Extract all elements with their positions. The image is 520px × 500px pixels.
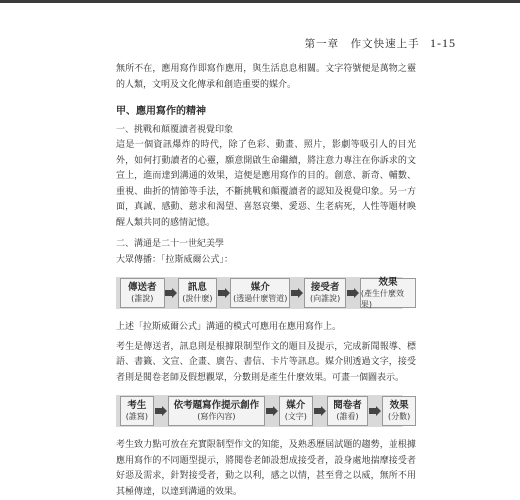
arrow-right-icon: [368, 405, 382, 417]
flow-node: [382, 396, 416, 426]
flow-node-sub: (誰寫): [125, 412, 149, 421]
flow-node: [168, 396, 265, 426]
flow-node: [304, 278, 347, 308]
paragraph-3: 考生致力點可放在充實限制型作文的知能，及熟悉歷屆試題的趨勢，並根據應用寫作的不同題型提示，將閱卷老師設想成接受者，設身處地揣摩接受者好惡及需求，針對接受者，動之以利，感之以情，甚至脅之以威，無所不用其極傳達，以達到溝通的效果。: [116, 440, 416, 497]
page-number: 1-15: [430, 36, 456, 50]
arrow-right-icon: [217, 287, 231, 299]
arrow-right-icon: [265, 405, 279, 417]
arrow-right-icon: [165, 287, 179, 299]
after-flow1-text: 上述「拉斯威爾公式」溝通的模式可應用在應用寫作上。: [116, 322, 342, 332]
exam-flow-diagram: [116, 394, 416, 428]
flow-node: [120, 396, 154, 426]
flow-node-title: 閱卷者: [333, 400, 362, 411]
arrow-right-icon: [313, 405, 327, 417]
flow-node-title: 訊息: [187, 282, 207, 293]
section-heading: 甲、應用寫作的精神: [116, 106, 206, 117]
flow-node: [120, 278, 165, 308]
page-body: [116, 62, 416, 500]
flow-node-title: 考生: [127, 400, 147, 411]
flow-node-title: 效果: [389, 400, 409, 411]
flow-node-title: 接受者: [310, 282, 340, 293]
arrow-right-icon: [346, 287, 360, 299]
subsection-1-body: 這是一個資訊爆炸的時代，除了色彩、動畫、照片，影劇等吸引人的目光外，如何打動讀者的心靈，願意開啟生命繼續，將注意力專注在你訴求的文宣上，進而達到溝通的效果，這便是應用寫作的目的。創意、新奇、輔數、重視、曲折的情節等手法，不斷挑戰和顛覆讀者的認知及視覺印象。另一方面，真誠、感動、慈求和渴望、喜怒哀樂、愛惡、生老病死，人性等題材喚醒人類共同的感情記憶。: [116, 140, 416, 228]
flow-node: [360, 278, 416, 308]
flow-node-title: 傳送者: [128, 282, 157, 293]
flow-node-sub: (誰看): [336, 412, 359, 421]
intro-paragraph: 無所不在，應用寫作即寫作應用，與生活息息相關。文字符號便是萬物之靈的人類，文明及文化傳承和創造重要的媒介。: [116, 64, 416, 90]
running-header: [305, 36, 456, 51]
chapter-title: 第一章 作文快速上手: [304, 38, 420, 50]
flow-node-sub: (分數): [388, 412, 411, 421]
flow-node-title: 效果: [378, 276, 398, 288]
flow-node-sub: (向誰說): [309, 294, 341, 303]
flow-node-title: 媒介: [250, 282, 270, 293]
arrow-right-icon: [154, 405, 168, 417]
flow-node-title: 依考題寫作提示創作: [173, 400, 260, 411]
flow-node-sub: (產生什麼效果): [360, 288, 405, 309]
lasswell-flow-diagram: [116, 276, 416, 310]
flow-node-sub: (文字): [284, 412, 307, 421]
flow-node-title: 媒介: [286, 400, 306, 411]
subsection-heading-2: 二、溝通是二十一世紀美學: [116, 239, 225, 249]
flow-node: [230, 278, 290, 308]
flow-node: [279, 396, 313, 426]
subsection-2-lead: 大眾傳播：「拉斯威爾公式」：: [116, 254, 234, 265]
subsection-heading-1: 一、挑戰和顛覆讀者視覺印象: [116, 124, 234, 135]
paragraph-2: 考生是傳送者，訊息則是根據限制型作文的題目及提示，完成新聞報導、標語、書籤、文宣、企畫、廣告、書信、卡片等訊息。媒介則透過文字，接受者則是閱卷老師及假想觀眾，分數則是產生什麼效果。可畫一個圖表示。: [116, 341, 416, 383]
flow-node-sub: (誰說): [131, 294, 154, 303]
arrow-right-icon: [290, 287, 304, 299]
flow-node-sub: (寫作內容): [197, 412, 236, 421]
flow-node: [178, 278, 217, 308]
header-rule: [0, 0, 520, 3]
flow-node: [327, 396, 369, 426]
flow-node-sub: (透過什麼管道): [233, 294, 288, 303]
flow-node-sub: (說什麼): [182, 294, 213, 303]
